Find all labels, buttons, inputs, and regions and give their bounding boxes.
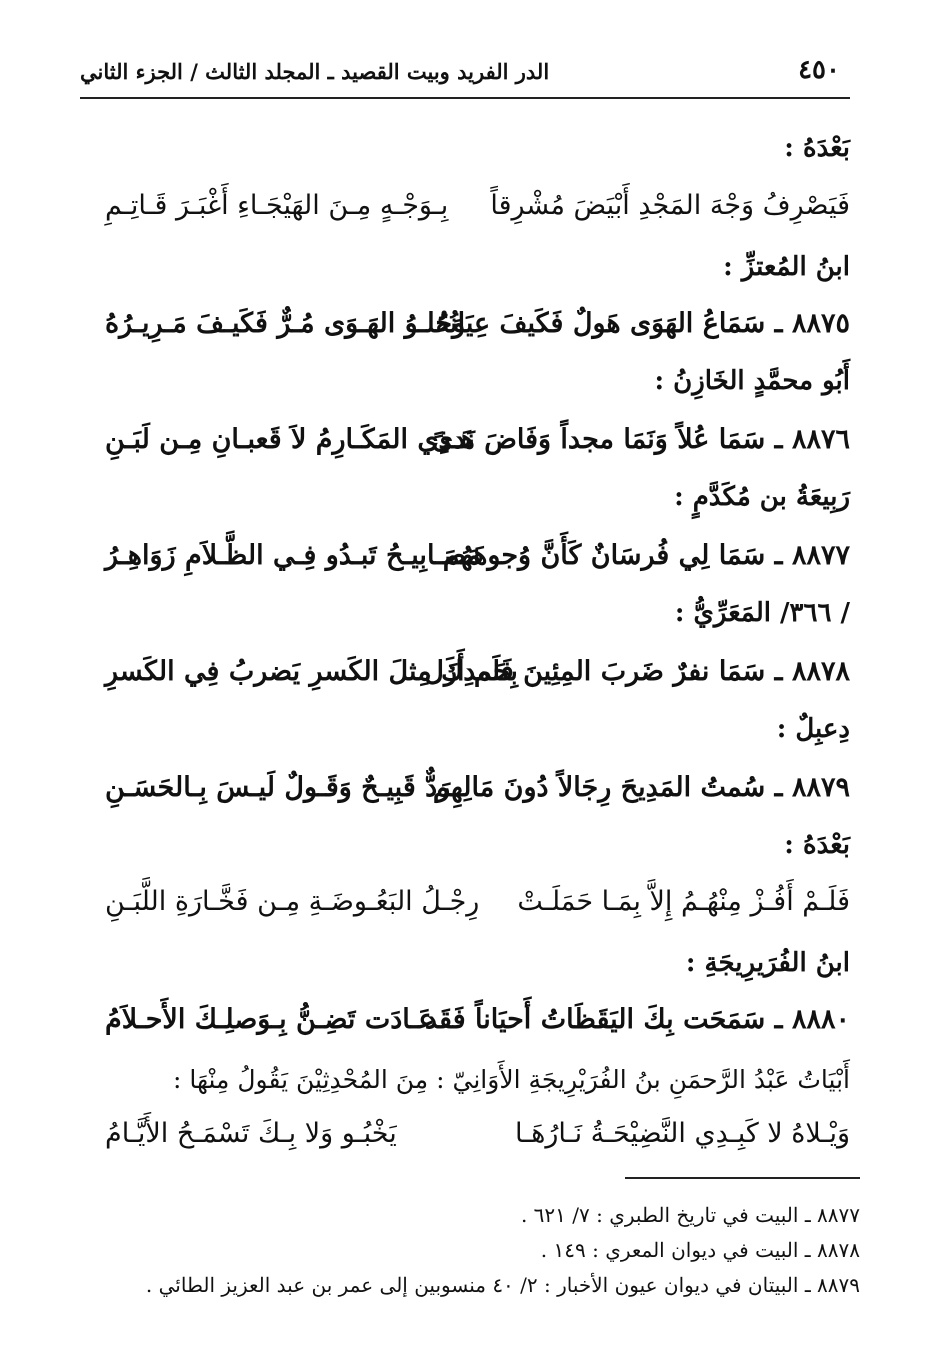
verse-line bbox=[80, 656, 850, 704]
page-header bbox=[80, 55, 848, 95]
verse-first-hemistich: ٨٨٧٧ ـ سَمَا لِي فُرسَانٌ كَأَنَّ وُجوهَهُم bbox=[442, 540, 850, 571]
attribution-line: أَبُو محمَّدٍ الخَازِنُ : bbox=[654, 366, 850, 396]
verse-first-hemistich: فَلَـمْ أَفُـزْ مِنْهُـمُ إِلاَّ بِمَـا حَمَلَـتْ bbox=[517, 886, 850, 917]
verse-line bbox=[80, 308, 850, 356]
attribution-line: بَعْدَهُ : bbox=[784, 133, 850, 163]
footnote: ٨٨٧٩ ـ البيتان في ديوان عيون الأخبار : ٢/ ٤٠ منسوبين إلى عمر بن عبد العزيز الطائي . bbox=[145, 1273, 860, 1297]
verse-line bbox=[80, 190, 850, 238]
verse-line bbox=[80, 772, 850, 820]
verse-first-hemistich: ٨٨٧٦ ـ سَمَا عُلاً وَنَمَا مجداً وَفَاضَ نَدىً bbox=[432, 424, 850, 455]
verse-line bbox=[80, 1004, 850, 1052]
verse-line bbox=[80, 424, 850, 472]
attribution-line: رَبِيعَةُ بن مُكَدَّمٍ : bbox=[674, 482, 850, 512]
verse-line bbox=[80, 1118, 850, 1166]
verse-second-hemistich: بِـوَجْـهٍ مِـنَ الهَيْجَـاءِ أَغْبَـرَ قَـاتِـمِ bbox=[105, 190, 449, 221]
verse-second-hemistich: رِجْـلُ البَعُـوضَـةِ مِـن فَخَّـارَةِ اللَّبَـنِ bbox=[105, 886, 480, 917]
verse-first-hemistich: ٨٨٧٨ ـ سَمَا نفرٌ ضَربَ المِئِينَ فَلَم أَزَل bbox=[424, 656, 850, 687]
verse-line bbox=[80, 886, 850, 934]
attribution-line: ابنُ الفُرَيرِيجَةِ : bbox=[685, 948, 850, 978]
verse-line bbox=[80, 540, 850, 588]
verse-first-hemistich: فَيَصْرِفُ وَجْهَ المَجْدِ أَبْيَضَ مُشْرِقاً bbox=[490, 190, 850, 221]
verse-second-hemistich: يَخْبُـو وَلا بِـكَ تَسْمَـحُ الأَيَّـامُ bbox=[105, 1118, 397, 1149]
header-divider bbox=[80, 97, 850, 99]
verse-first-hemistich: ٨٨٨٠ ـ سَمَحَت بِكَ اليَقَظَاتُ أَحيَاناً فَقَد bbox=[424, 1004, 850, 1035]
verse-first-hemistich: ٨٨٧٩ ـ سُمتُ المَدِيحَ رِجَالاً دُونَ مَالِهِم bbox=[432, 772, 850, 803]
attribution-line: / ٣٦٦/ المَعَرِّيُّ : bbox=[674, 598, 850, 628]
attribution-line: ابنُ المُعتزِّ : bbox=[723, 252, 850, 282]
footnote-divider bbox=[625, 1177, 860, 1179]
page-number: ٤٥٠ bbox=[798, 55, 840, 85]
verse-second-hemistich: هَـذِي المَكَـارِمُ لاَ قَعبـانِ مِـن لَبَـنِ bbox=[105, 424, 475, 455]
footnote: ٨٨٧٧ ـ البيت في تاريخ الطبري : ٧/ ٦٢١ . bbox=[520, 1203, 860, 1227]
prose-line: أَبْيَاتُ عَبْدُ الرَّحمَنِ بنُ الفُرَيْرِيجَةِ الأَوَانِيّ : مِنَ المُحْدِثِيْنَ يَقُولُ مِنْهَا : bbox=[173, 1065, 850, 1094]
attribution-line: بَعْدَهُ : bbox=[784, 830, 850, 860]
attribution-line: دِعبِلٌ : bbox=[776, 714, 850, 744]
verse-second-hemistich: رَدٌّ قَبِيـحٌ وَقَـولٌ لَيـسَ بِـالحَسَـنِ bbox=[105, 772, 451, 803]
running-title: الدر الفريد وبيت القصيد ـ المجلد الثالث / الجزء الثاني bbox=[80, 59, 550, 84]
verse-second-hemistich: عَـادَت تَضِـنُّ بِـوَصلِـكَ الأَحـلاَمُ bbox=[105, 1004, 435, 1035]
verse-first-hemistich: وَيْـلاهُ لا كَبِـدِي النَّضِيْحَـةُ نَـارُهَـا bbox=[515, 1118, 850, 1149]
footnote: ٨٨٧٨ ـ البيت في ديوان المعري : ١٤٩ . bbox=[540, 1238, 860, 1262]
verse-second-hemistich: مَصَـابِيـحُ تَبـدُو فِـي الظَّـلاَمِ زَوَاهِـرُ bbox=[105, 540, 481, 571]
verse-second-hemistich: وَحُلـوُ الهَـوَى مُـرٌّ فَكَيـفَ مَـرِيـرُهُ bbox=[105, 308, 466, 339]
verse-first-hemistich: ٨٨٧٥ ـ سَمَاعُ الهَوَى هَولٌ فَكَيفَ عِيَانُهُ bbox=[435, 308, 850, 339]
verse-second-hemistich: بِحَمدِكَ مِثلَ الكَسرِ يَضربُ فِي الكَسرِ bbox=[105, 656, 518, 687]
